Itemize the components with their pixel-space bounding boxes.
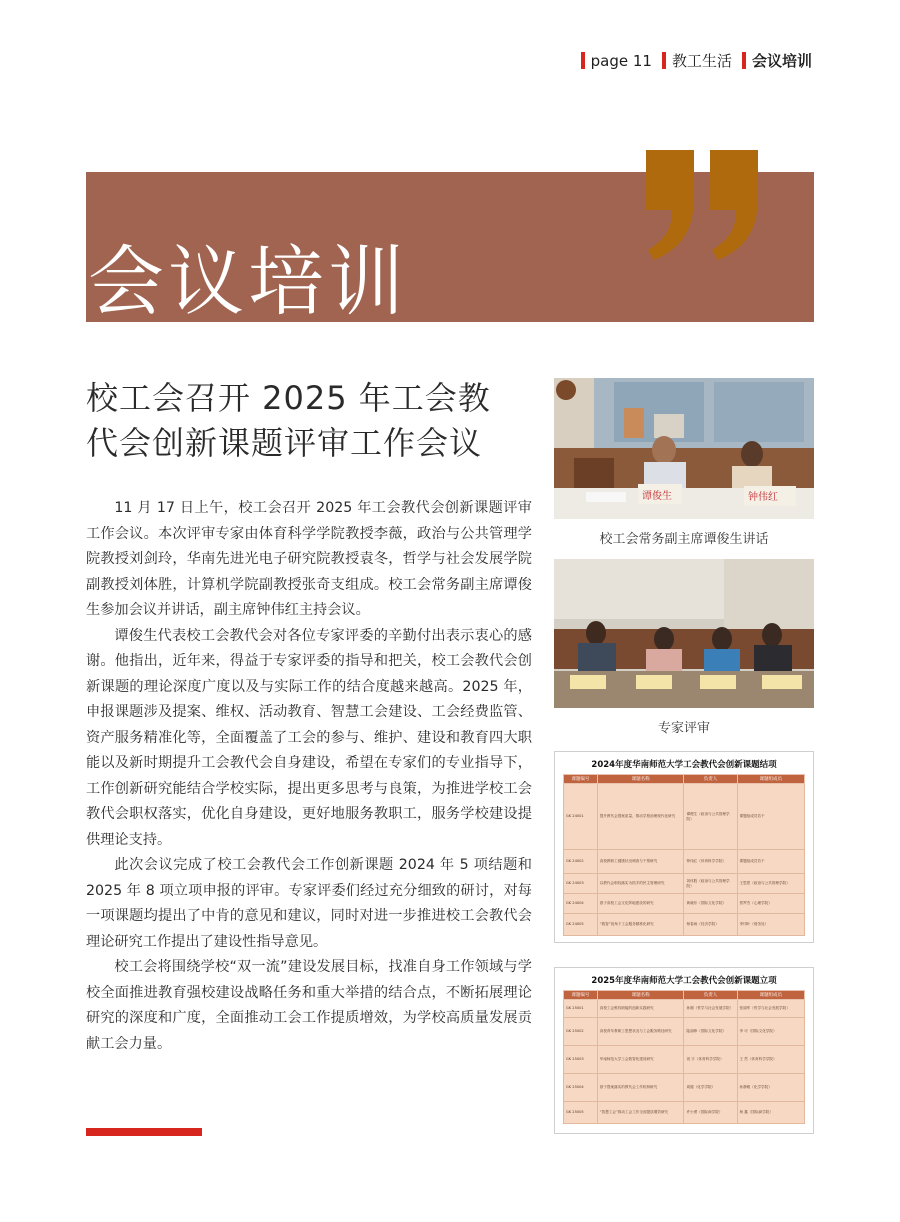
table-row [564,850,805,874]
paragraph: 11 月 17 日上午，校工会召开 2025 年工会教代会创新课题评审工作会议。本次评审专家由体育科学学院教授李薇，政治与公共管理学院教授刘剑玲，华南先进光电子研究院教授袁冬，哲学与社会发展学院副教授刘体胜，计算机学院副教授张奇支组成。校工会常务副主席谭俊生参加会议并讲话，副主席钟伟红主持会议。 [86,500,532,618]
headline-line: 校工会召开 2025 年工会教 [86,379,491,417]
meeting-photo-experts [554,559,814,708]
table-cell: 李 可（国际文化学院） [737,1018,805,1046]
paragraph: 此次会议完成了校工会教代会工作创新课题 2024 年 5 项结题和 2025 年 8 项立项申报的评审。专家评委们经过充分细致的研讨，对每一项课题均提出了中肯的意见和建议，同时对进一步推进校工会教代会理论研究工作提出了建设性指导意见。 [86,857,532,950]
table-row [564,1000,805,1018]
table-card-2024 [554,751,814,943]
page-header [581,50,816,71]
name-card-text: 谭俊生 [642,491,672,502]
table-row [564,894,805,914]
footer-accent-bar [86,1128,202,1136]
table-cell: 杨春雨（经济学院） [684,914,737,936]
table-cell: 华南师范大学工会数智化建设研究 [597,1046,684,1074]
table-cell: GK 24003 [564,874,598,894]
table-cell: 谭俊生（政治与公共管理学院） [684,784,737,850]
table-cell: GK 25003 [564,1046,598,1074]
meeting-photo-speech [554,378,814,519]
table-cell: 蔡罗杰（心理学院） [737,894,805,914]
article-headline [86,376,536,466]
table-cell: “数智”视角下工会服务精准化研究 [597,914,684,936]
table-cell: 张丽军（哲学与社会发展学院） [737,1000,805,1018]
table-cell: 钟伟红（体育科学学院） [684,850,737,874]
table-header: 课题名称 [597,991,684,1000]
section-label: 教工生活 [671,52,732,70]
table-cell: 课题组成员若干 [737,850,805,874]
table-row [564,1074,805,1102]
table-row [564,784,805,850]
photo-caption: 校工会常务副主席谭俊生讲话 [599,532,769,547]
table-cell: 孙静雅（化学学院） [737,1074,805,1102]
table-cell: 祝 宇（体育科学学院） [684,1046,737,1074]
article-body [86,496,532,1057]
table-header: 课题组成员 [737,775,805,784]
paragraph: 校工会将围绕学校“双一流”建设发展目标，找准自身工作领域与学校全面推进教育强校建设战略任务和重大举措的结合点，不断拓展理论研究的深度和广度，全面推动工会工作提质增效，为学校高质量发展贡献工会力量。 [86,959,532,1052]
table-cell: 以教代会职权落实为抓手的民主管理研究 [597,874,684,894]
project-table [563,774,805,936]
header-bar [742,52,746,69]
table-cell: GK 25002 [564,1018,598,1046]
table-cell: 高校教职工健康状况调查与干预研究 [597,850,684,874]
table-row [564,1102,805,1124]
table-cell: 刘体胜（政治与公共管理学院） [684,874,737,894]
table-cell: 王思思（政治与公共管理学院） [737,874,805,894]
table-row [564,1018,805,1046]
quote-mark-icon [638,150,768,260]
photo-caption: 专家评审 [657,721,710,736]
table-row [564,874,805,894]
table-cell: 课题组成员若干 [737,784,805,850]
table-cell: 许小勇（国际商学院） [684,1102,737,1124]
page-number: page 11 [590,51,652,70]
table-cell: 杨 鑫（国际商学院） [737,1102,805,1124]
table-card-2025 [554,967,814,1134]
table-row [564,914,805,936]
headline-line: 代会创新课题评审工作会议 [86,424,483,462]
table-header: 负责人 [684,991,737,1000]
table-header: 课题名称 [597,775,684,784]
table-header: 负责人 [684,775,737,784]
table-cell: 基于提案落实的教代会工作机制研究 [597,1074,684,1102]
table-cell: 孙刚（哲学与社会发展学院） [684,1000,737,1018]
table-cell: “智慧工会”推动工会工作全面提质增效研究 [597,1102,684,1124]
table-cell: 周健（化学学院） [684,1074,737,1102]
table-cell: GK 25004 [564,1074,598,1102]
header-bar [581,52,585,69]
table-cell: GK 24005 [564,914,598,936]
table-cell: 提升教代会提案质量，推动学校治理现代化研究 [597,784,684,850]
table-cell: GK 24001 [564,784,598,850]
project-table [563,990,805,1124]
table-cell: GK 24002 [564,850,598,874]
table-cell: 王 然（体育科学学院） [737,1046,805,1074]
name-card-text: 钟伟红 [748,492,778,503]
table-cell: 高校工会维权职能的创新实践研究 [597,1000,684,1018]
table-header: 课题组成员 [737,991,805,1000]
table-cell: 高校青年教职工思想状况与工会服务路径研究 [597,1018,684,1046]
table-cell: GK 24004 [564,894,598,914]
banner-title: 会议培训 [88,237,408,322]
table-cell: 李冈叶（财务处） [737,914,805,936]
subsection-label: 会议培训 [751,52,812,70]
table-cell: GK 25001 [564,1000,598,1018]
table-header: 课题编号 [564,775,598,784]
table-cell: 陆丽珍（国际文化学院） [684,1018,737,1046]
table-title: 2025年度华南师范大学工会教代会创新课题立项 [591,976,777,986]
table-cell: GK 25005 [564,1102,598,1124]
table-row [564,1046,805,1074]
header-bar [662,52,666,69]
paragraph: 谭俊生代表校工会教代会对各位专家评委的辛勤付出表示衷心的感谢。他指出，近年来，得益于专家评委的指导和把关，校工会教代会创新课题的理论深度广度以及与实际工作的结合度越来越高。2025 年，申报课题涉及提案、维权、活动教育、智慧工会建设、工会经费监管、资产服务精准化等，全面覆盖了工会的参与、维护、建设和教育四大职能以及新时期提升工会教代会自身建设，希望在专家们的专业指导下，工作创新研究能结合学校实际，提出更多思考与良策，为推进学校工会教代会职权落实，优化自身建设，更好地服务教职工，服务学校建设提供理论支持。 [86,627,532,848]
table-cell: 黄晓东（国际文化学院） [684,894,737,914]
table-cell: 基于高校工会文化阵地建设的研究 [597,894,684,914]
table-header: 课题编号 [564,991,598,1000]
table-title: 2024年度华南师范大学工会教代会创新课题结项 [591,760,777,770]
